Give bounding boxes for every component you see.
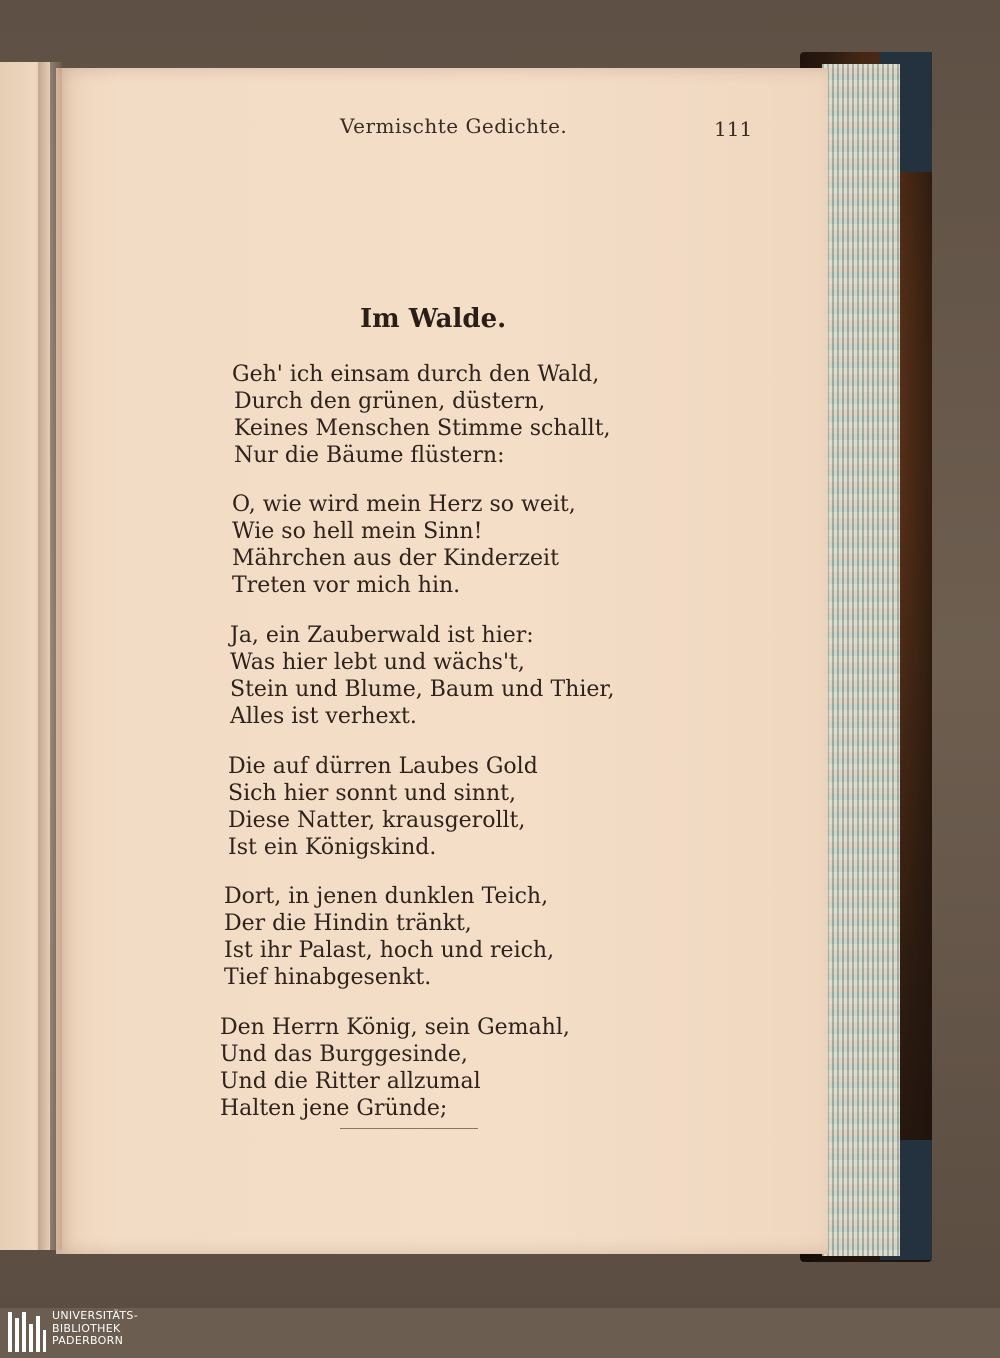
poem-line: Alles ist verhext. [230, 704, 417, 729]
poem-line: Ja, ein Zauberwald ist hier: [230, 623, 534, 648]
poem-line: Und die Ritter allzumal [220, 1069, 481, 1094]
library-footer [0, 1308, 1000, 1358]
poem-line: Geh' ich einsam durch den Wald, [232, 362, 600, 387]
footer-rule [340, 1128, 478, 1129]
poem-line: Den Herrn König, sein Gemahl, [220, 1015, 570, 1040]
poem-line: Treten vor mich hin. [232, 573, 461, 598]
poem-line: Was hier lebt und wächs't, [230, 650, 525, 675]
poem-line: Durch den grünen, düstern, [234, 389, 546, 414]
poem-line: Der die Hindin tränkt, [224, 911, 472, 936]
poem-line: Und das Burggesinde, [220, 1042, 468, 1067]
library-logo-text [52, 1310, 138, 1348]
poem-line: Keines Menschen Stimme schallt, [234, 416, 611, 441]
poem-line: Stein und Blume, Baum und Thier, [230, 677, 615, 702]
poem-line: Mährchen aus der Kinderzeit [232, 546, 559, 571]
poem-title: Im Walde. [360, 304, 507, 334]
logo-line: PADERBORN [52, 1334, 124, 1347]
book-gutter [38, 62, 62, 1250]
logo-line: BIBLIOTHEK [52, 1321, 121, 1335]
poem-line: Dort, in jenen dunklen Teich, [224, 884, 549, 909]
page-number: 111 [714, 117, 753, 141]
page-edges [822, 64, 900, 1256]
poem-line: Die auf dürren Laubes Gold [228, 754, 538, 779]
poem-line: Sich hier sonnt und sinnt, [228, 781, 516, 806]
poem-line: Diese Natter, krausgerollt, [228, 808, 526, 833]
poem-line: O, wie wird mein Herz so weit, [232, 492, 576, 517]
poem-line: Nur die Bäume flüstern: [234, 443, 505, 468]
poem-line: Ist ein Königskind. [228, 835, 437, 860]
running-header: Vermischte Gedichte. [340, 114, 568, 138]
poem-line: Tief hinabgesenkt. [224, 965, 432, 990]
poem-line: Wie so hell mein Sinn! [232, 519, 483, 544]
poem-line: Halten jene Gründe; [220, 1096, 448, 1121]
library-logo-icon [6, 1310, 48, 1354]
poem-line: Ist ihr Palast, hoch und reich, [224, 938, 555, 963]
logo-line: UNIVERSITÄTS- [52, 1309, 138, 1322]
